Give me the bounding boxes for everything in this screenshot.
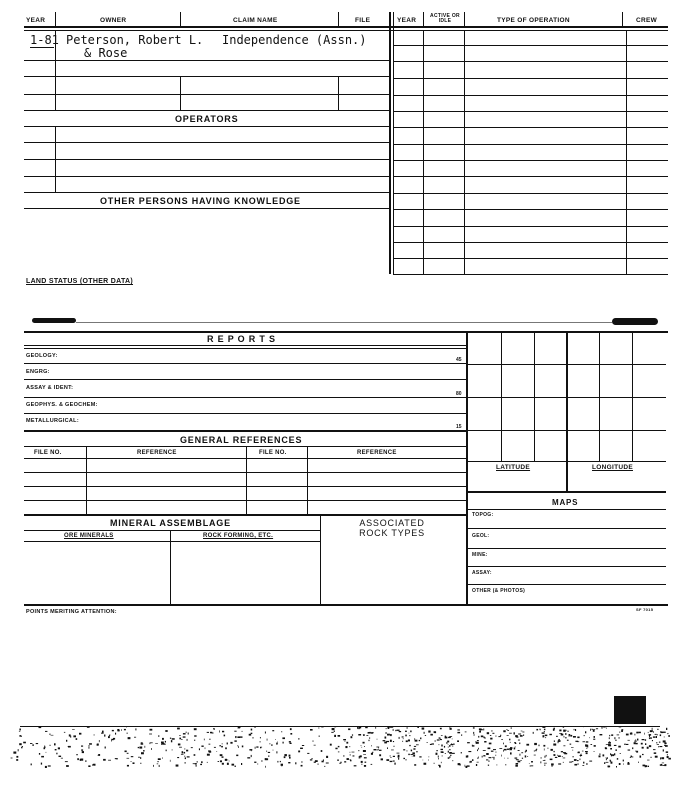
maps-other-label: OTHER (& PHOTOS) [472, 588, 526, 594]
operators-label: OPERATORS [175, 114, 239, 124]
col-claim-name-header: CLAIM NAME [233, 17, 278, 24]
report-geophys-label: GEOPHYS. & GEOCHEM: [26, 402, 98, 408]
col-year-header: YEAR [26, 17, 46, 24]
report-geology-num: 45 [456, 357, 462, 363]
entry-owner-line2: & Rose [84, 46, 128, 60]
form-code: SF 7015 [636, 607, 654, 612]
col-crew-header: CREW [636, 17, 658, 24]
scan-smear-left [32, 318, 76, 323]
ore-minerals-label: ORE MINERALS [64, 533, 114, 539]
col-file-header: FILE [355, 17, 371, 24]
associated-rock-types-label: ASSOCIATED ROCK TYPES [359, 518, 425, 538]
report-metallurgical-num: 15 [456, 424, 462, 430]
ref-col-reference2: REFERENCE [357, 450, 397, 456]
report-assay-label: ASSAY & IDENT: [26, 385, 74, 391]
report-assay-num: 80 [456, 391, 462, 397]
col-active-idle-header: ACTIVE OR IDLE [430, 13, 460, 24]
scan-noise-band [0, 718, 678, 778]
scan-smear-right [612, 318, 658, 325]
ref-col-file-no: FILE NO. [34, 450, 62, 456]
other-persons-label: OTHER PERSONS HAVING KNOWLEDGE [100, 196, 301, 206]
points-meriting-label: POINTS MERITING ATTENTION: [26, 609, 117, 615]
maps-topog-label: TOPOG: [472, 512, 494, 518]
general-references-title: GENERAL REFERENCES [180, 435, 303, 445]
land-status-label: LAND STATUS (OTHER DATA) [26, 278, 134, 285]
maps-assay-label: ASSAY: [472, 570, 492, 576]
reports-title: R E P O R T S [207, 334, 276, 344]
col-type-operation-header: TYPE OF OPERATION [497, 17, 570, 24]
report-geology-label: GEOLOGY: [26, 353, 58, 359]
entry-owner-line1: Peterson, Robert L. [66, 33, 204, 47]
ref-col-file-no2: FILE NO. [259, 450, 287, 456]
entry-year: 1-81 [30, 33, 59, 47]
ref-col-reference: REFERENCE [137, 450, 177, 456]
longitude-label: LONGITUDE [592, 464, 633, 471]
maps-mine-label: MINE: [472, 552, 488, 558]
rock-forming-label: ROCK FORMING, ETC. [203, 533, 274, 539]
col-owner-header: OWNER [100, 17, 127, 24]
maps-title: MAPS [552, 498, 579, 507]
maps-geol-label: GEOL: [472, 533, 490, 539]
report-engrg-label: ENGRG: [26, 369, 50, 375]
mineral-assemblage-title: MINERAL ASSEMBLAGE [110, 518, 231, 528]
latitude-label: LATITUDE [496, 464, 531, 471]
entry-claim-name: Independence (Assn.) [222, 33, 367, 47]
report-metallurgical-label: METALLURGICAL: [26, 418, 79, 424]
col-year2-header: YEAR [397, 17, 417, 24]
